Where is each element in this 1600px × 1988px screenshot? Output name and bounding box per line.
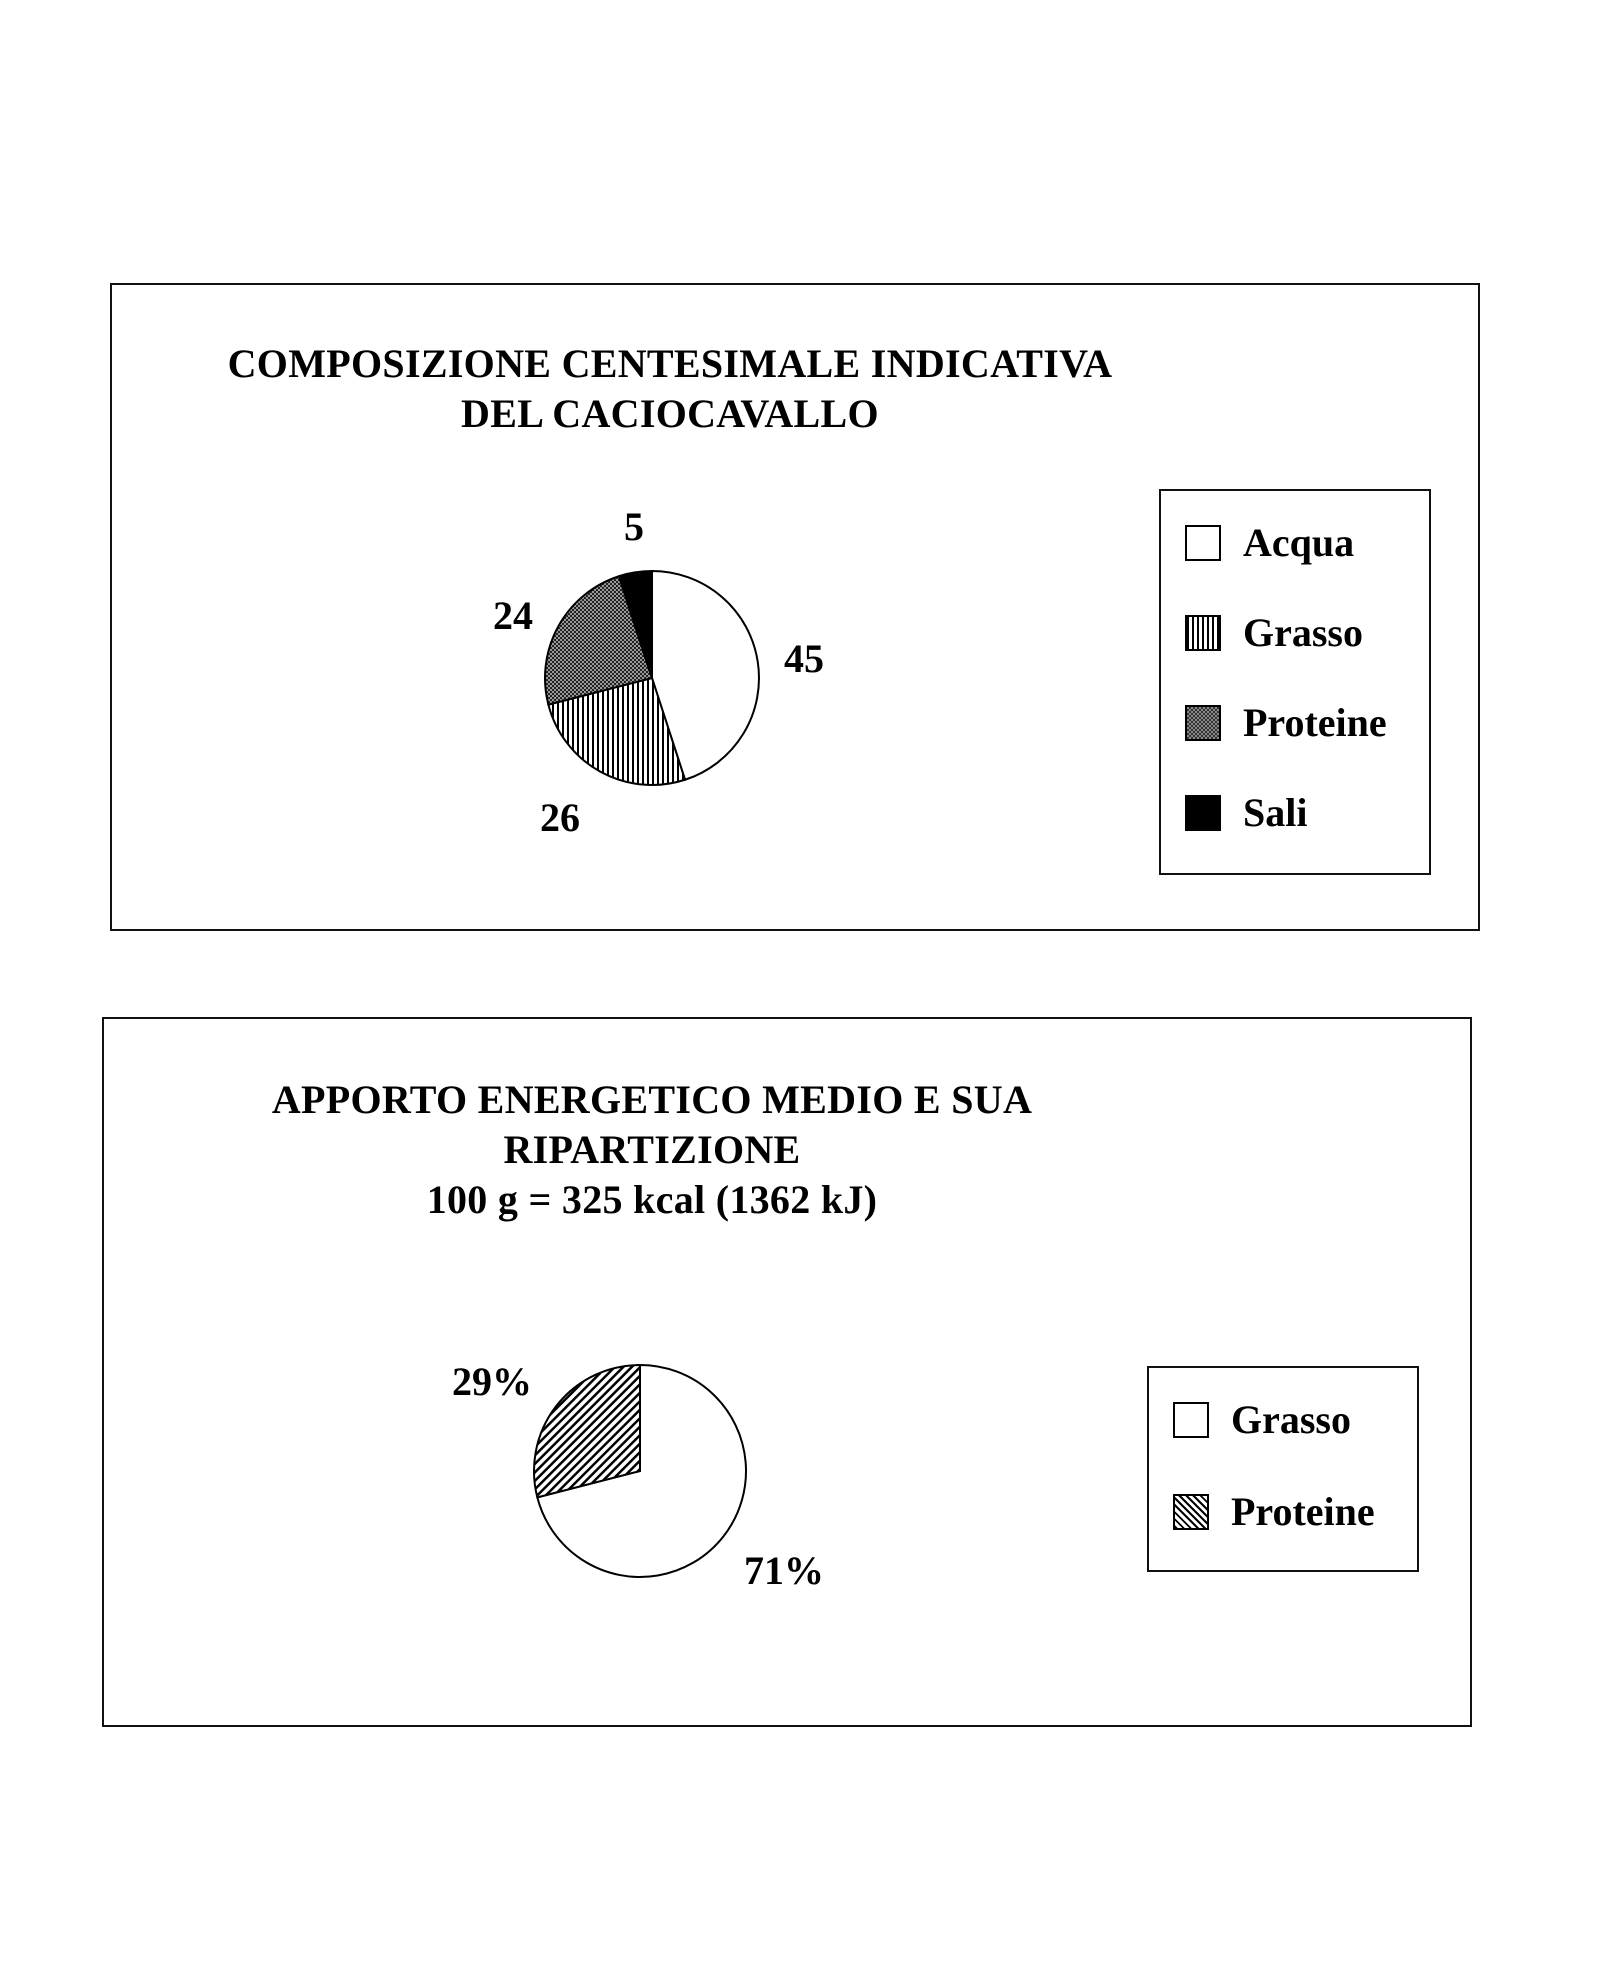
legend-swatch-grasso <box>1185 615 1221 651</box>
energy-legend <box>1147 1366 1419 1572</box>
data-label-proteine: 24 <box>493 593 533 638</box>
legend-item-proteine <box>1185 701 1387 745</box>
data-label-grasso: 71% <box>744 1548 824 1593</box>
legend-swatch-grasso <box>1173 1402 1209 1438</box>
legend-item-proteine <box>1173 1490 1375 1534</box>
chart-title-line: APPORTO ENERGETICO MEDIO E SUA <box>271 1077 1033 1122</box>
chart-subtitle: 100 g = 325 kcal (1362 kJ) <box>426 1177 878 1222</box>
legend-item-grasso <box>1173 1398 1351 1442</box>
chart-title-line: DEL CACIOCAVALLO <box>461 391 879 436</box>
legend-label: Sali <box>1243 790 1308 835</box>
data-label-sali: 5 <box>624 504 644 549</box>
legend-swatch-proteine <box>1173 1494 1209 1530</box>
legend-item-acqua <box>1185 521 1354 565</box>
legend-swatch-acqua <box>1185 525 1221 561</box>
data-label-grasso: 26 <box>540 795 580 840</box>
chart-title-line: RIPARTIZIONE <box>503 1127 801 1172</box>
data-label-proteine: 29% <box>452 1359 532 1404</box>
legend-item-sali <box>1185 791 1307 835</box>
legend-swatch-sali <box>1185 795 1221 831</box>
composition-chart-panel <box>110 283 1480 931</box>
legend-swatch-proteine <box>1185 705 1221 741</box>
chart-title-line: COMPOSIZIONE CENTESIMALE INDICATIVA <box>227 341 1113 386</box>
legend-label: Proteine <box>1231 1489 1375 1534</box>
legend-label: Proteine <box>1243 700 1387 745</box>
legend-item-grasso <box>1185 611 1363 655</box>
legend-label: Grasso <box>1231 1397 1351 1442</box>
data-label-acqua: 45 <box>784 636 824 681</box>
legend-label: Acqua <box>1243 520 1355 565</box>
legend-label: Grasso <box>1243 610 1363 655</box>
energy-chart-panel <box>102 1017 1472 1727</box>
composition-legend <box>1159 489 1431 875</box>
